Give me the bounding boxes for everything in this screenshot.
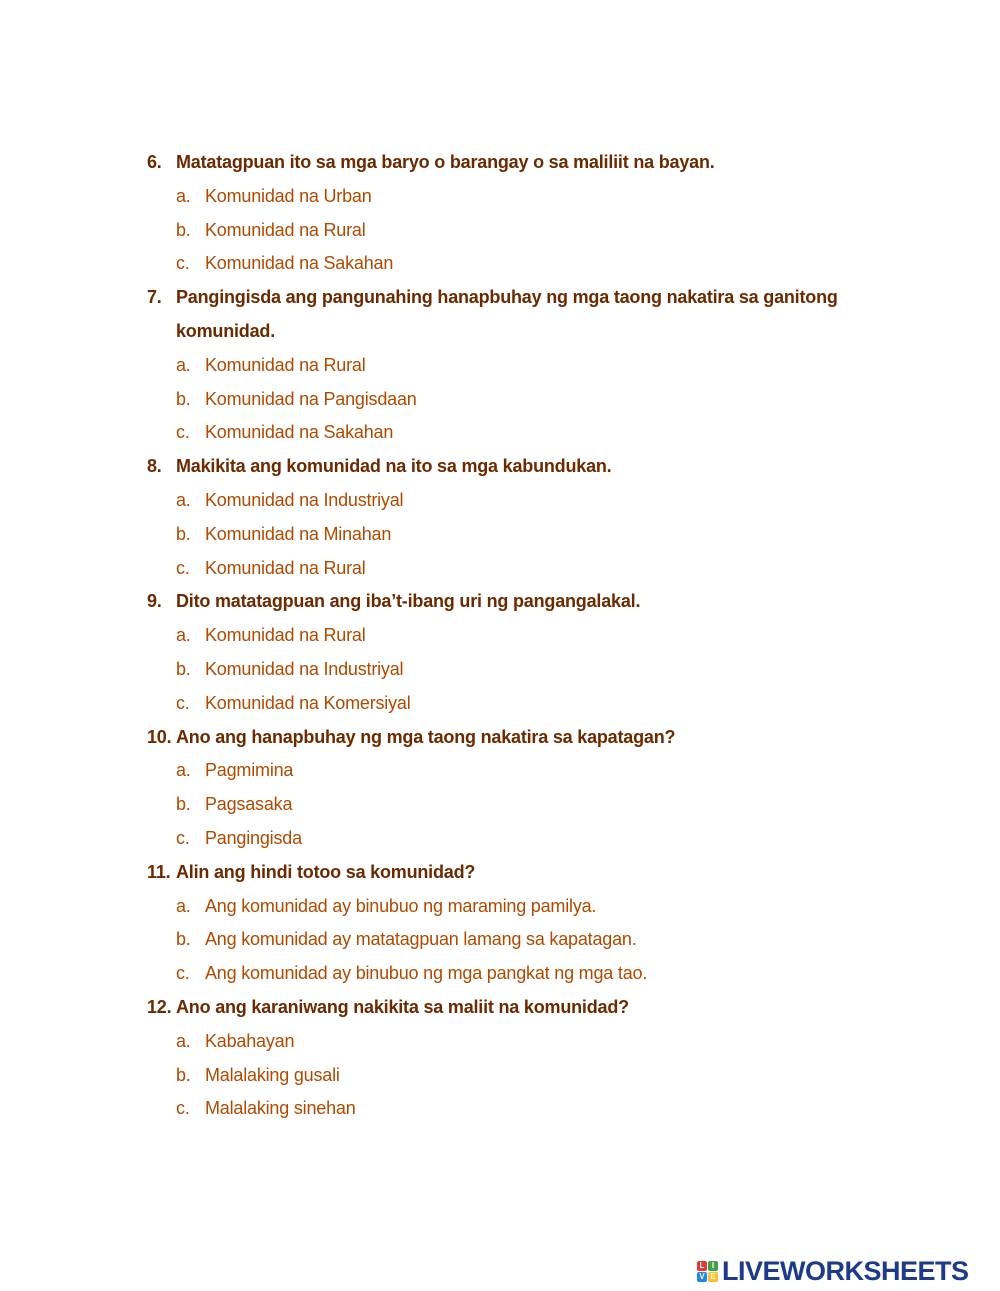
question-number: 10. [147,726,172,747]
option-letter: a. [176,625,191,646]
question-text [0,856,1000,890]
question-10 [0,721,1000,856]
option-letter: a. [176,185,191,206]
option-b[interactable] [0,653,1000,687]
option-b[interactable] [0,1059,1000,1093]
question-text [0,721,1000,755]
logo-letter: V [697,1272,707,1282]
option-text: Komunidad na Rural [205,557,366,578]
option-text: Komunidad na Rural [205,625,366,646]
question-stem: Ano ang hanapbuhay ng mga taong nakatira sa kapatagan? [176,726,676,747]
option-letter: a. [176,895,191,916]
option-a[interactable] [0,180,1000,214]
liveworksheets-brand [697,1255,969,1287]
option-letter: b. [176,523,191,544]
option-b[interactable] [0,788,1000,822]
question-stem: Makikita ang komunidad na ito sa mga kabundukan. [176,456,612,477]
option-a[interactable] [0,619,1000,653]
option-text: Pagsasaka [205,794,293,815]
option-text: Komunidad na Rural [205,219,366,240]
option-b[interactable] [0,518,1000,552]
option-text: Komunidad na Pangisdaan [205,388,417,409]
option-letter: a. [176,760,191,781]
question-number: 7. [147,287,162,308]
option-text: Pangingisda [205,827,302,848]
option-text: Pagmimina [205,760,294,781]
option-text: Komunidad na Komersiyal [205,692,411,713]
option-letter: b. [176,794,191,815]
question-6 [0,146,1000,281]
option-letter: c. [176,557,190,578]
option-text: Komunidad na Sakahan [205,253,394,274]
option-text: Ang komunidad ay binubuo ng maraming pamilya. [205,895,597,916]
question-text [0,450,1000,484]
option-c[interactable] [0,552,1000,586]
option-text: Komunidad na Sakahan [205,422,394,443]
option-letter: c. [176,422,190,443]
brand-name: LIVEWORKSHEETS [722,1255,969,1286]
logo-letter: E [708,1272,718,1282]
question-number: 9. [147,591,162,612]
option-b[interactable] [0,383,1000,417]
question-text [0,585,1000,619]
question-stem: Matatagpuan ito sa mga baryo o barangay o sa maliliit na bayan. [176,152,715,172]
question-number: 8. [147,456,162,477]
option-letter: c. [176,1098,190,1119]
option-text: Malalaking gusali [205,1064,340,1085]
option-letter: b. [176,929,191,950]
option-text: Komunidad na Industriyal [205,489,404,510]
question-text [0,281,1000,349]
question-number: 6. [147,152,162,172]
option-a[interactable] [0,1025,1000,1059]
option-b[interactable] [0,214,1000,248]
option-text: Ang komunidad ay binubuo ng mga pangkat ng mga tao. [205,963,648,984]
option-text: Komunidad na Industriyal [205,658,404,679]
question-stem: Ano ang karaniwang nakikita sa maliit na komunidad? [176,996,629,1017]
logo-letter: I [708,1261,718,1271]
option-text: Komunidad na Rural [205,354,366,375]
question-text [0,991,1000,1025]
option-letter: a. [176,354,191,375]
option-letter: c. [176,827,190,848]
option-letter: b. [176,219,191,240]
question-9 [0,585,1000,720]
option-letter: a. [176,1030,191,1051]
logo-letter: L [697,1261,707,1271]
option-letter: c. [176,692,190,713]
option-text: Komunidad na Urban [205,185,372,206]
option-a[interactable] [0,754,1000,788]
option-c[interactable] [0,416,1000,450]
question-text [0,146,1000,180]
question-number: 12. [147,996,172,1017]
option-text: Komunidad na Minahan [205,523,392,544]
option-text: Ang komunidad ay matatagpuan lamang sa kapatagan. [205,929,637,950]
option-text: Malalaking sinehan [205,1098,356,1119]
liveworksheets-logo-icon [697,1261,718,1282]
option-letter: b. [176,658,191,679]
question-8 [0,450,1000,585]
option-letter: b. [176,1064,191,1085]
question-stem: Pangingisda ang pangunahing hanapbuhay ng mga taong nakatira sa ganitong komunidad. [176,287,838,341]
question-11 [0,856,1000,991]
option-letter: b. [176,388,191,409]
option-letter: a. [176,489,191,510]
option-c[interactable] [0,1092,1000,1126]
option-text: Kabahayan [205,1030,295,1051]
option-b[interactable] [0,923,1000,957]
question-7 [0,281,1000,450]
question-stem: Alin ang hindi totoo sa komunidad? [176,861,476,882]
question-12 [0,991,1000,1126]
option-a[interactable] [0,349,1000,383]
question-number: 11. [147,861,171,882]
option-c[interactable] [0,822,1000,856]
option-c[interactable] [0,957,1000,991]
option-c[interactable] [0,687,1000,721]
option-a[interactable] [0,484,1000,518]
question-stem: Dito matatagpuan ang iba’t-ibang uri ng pangangalakal. [176,591,641,612]
option-letter: c. [176,963,190,984]
option-c[interactable] [0,247,1000,281]
option-letter: c. [176,253,190,274]
quiz [0,146,1000,1126]
option-a[interactable] [0,890,1000,924]
